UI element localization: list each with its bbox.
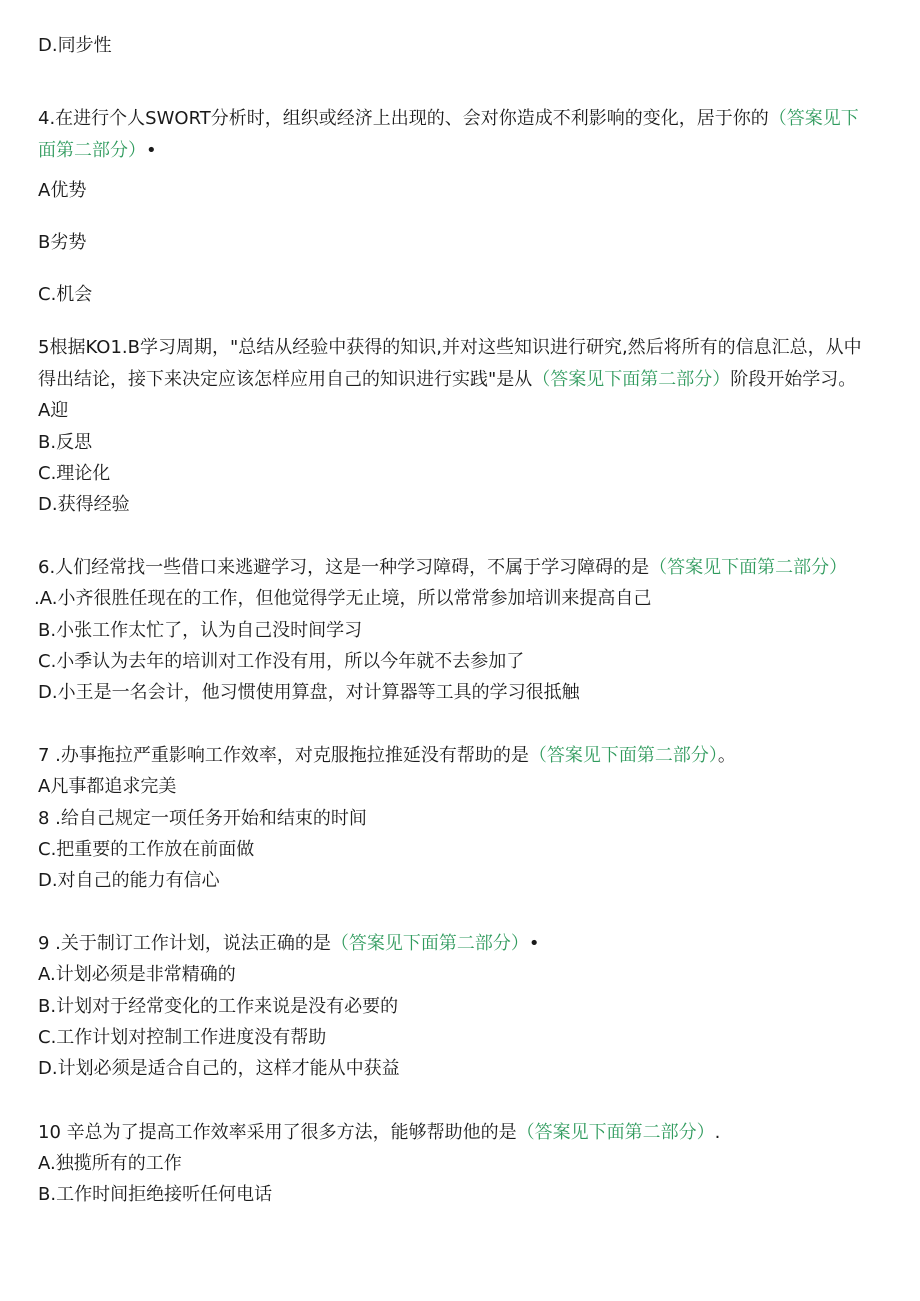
q7-question-text: 7 .办事拖拉严重影响工作效率，对克服拖拉推延没有帮助的是 [38,745,529,766]
q6-option-a: .A.小齐很胜任现在的工作，但他觉得学无止境，所以常常参加培训来提高自己 [34,588,652,609]
q9-option-d: D.计划必须是适合自己的，这样才能从中获益 [38,1058,400,1079]
q4-tail-mark: • [146,140,157,161]
q7-tail-mark: 。 [717,745,736,766]
q10-tail-mark: . [714,1122,721,1143]
q6-option-c: C.小季认为去年的培训对工作没有用，所以今年就不去参加了 [38,651,525,672]
q5-option-d: D.获得经验 [38,494,130,515]
q9-question [38,932,540,956]
q6-question [38,556,847,580]
q9-option-c: C.工作计划对控制工作进度没有帮助 [38,1027,327,1048]
q3-option-d: D.同步性 [38,35,112,56]
q9-question-text: 9 .关于制订工作计划，说法正确的是 [38,933,331,954]
q10-answer-ref: （答案见下面第二部分） [516,1122,715,1143]
q7-option-a: A凡事都追求完美 [38,776,177,797]
q9-tail-mark: • [528,933,540,954]
q4-option-c: C.机会 [38,284,93,305]
q5-option-a: A迎 [38,400,69,421]
q10-option-a: A.独揽所有的工作 [38,1153,182,1174]
q4-question-line2 [38,139,157,163]
q5-question-line1: 5根据KO1.B学习周期，"总结从经验中获得的知识,并对这些知识进行研究,然后将所有的信息汇总，从中 [38,337,862,358]
q4-answer-ref-part1: （答案见下 [768,108,859,129]
q7-question [38,744,736,768]
q5-option-b: B.反思 [38,432,93,453]
q9-answer-ref: （答案见下面第二部分） [330,933,529,954]
q7-answer-ref: （答案见下面第二部分） [528,745,718,766]
q4-answer-ref-part2: 面第二部分） [38,140,146,161]
q6-question-text: 6.人们经常找一些借口来逃避学习，这是一种学习障碍，不属于学习障碍的是 [38,557,650,578]
q5-option-c: C.理论化 [38,463,111,484]
q4-question-text: 4.在进行个人SWORT分析时，组织或经济上出现的、会对你造成不利影响的变化，居于你的 [38,108,769,129]
q6-option-b: B.小张工作太忙了，认为自己没时间学习 [38,620,363,641]
q9-option-a: A.计划必须是非常精确的 [38,964,236,985]
q5-question-tail: 阶段开始学习。 [730,369,857,390]
q10-option-b: B.工作时间拒绝接听任何电话 [38,1184,273,1205]
q7-option-d: D.对自己的能力有信心 [38,870,220,891]
q5-question-text: 得出结论，接下来决定应该怎样应用自己的知识进行实践"是从 [38,369,533,390]
q10-question-text: 10 辛总为了提高工作效率采用了很多方法，能够帮助他的是 [38,1122,517,1143]
q10-question [38,1121,720,1145]
q4-question-line1 [38,107,859,131]
q6-answer-ref: （答案见下面第二部分） [649,557,848,578]
q6-option-d: D.小王是一名会计，他习惯使用算盘，对计算器等工具的学习很抵触 [38,682,580,703]
q5-answer-ref: （答案见下面第二部分） [532,369,731,390]
q5-question-line2 [38,368,856,392]
q7-option-b: 8 .给自己规定一项任务开始和结束的时间 [38,808,367,829]
q7-option-c: C.把重要的工作放在前面做 [38,839,255,860]
q4-option-b: B劣势 [38,232,87,253]
q4-option-a: A优势 [38,180,87,201]
q9-option-b: B.计划对于经常变化的工作来说是没有必要的 [38,996,399,1017]
